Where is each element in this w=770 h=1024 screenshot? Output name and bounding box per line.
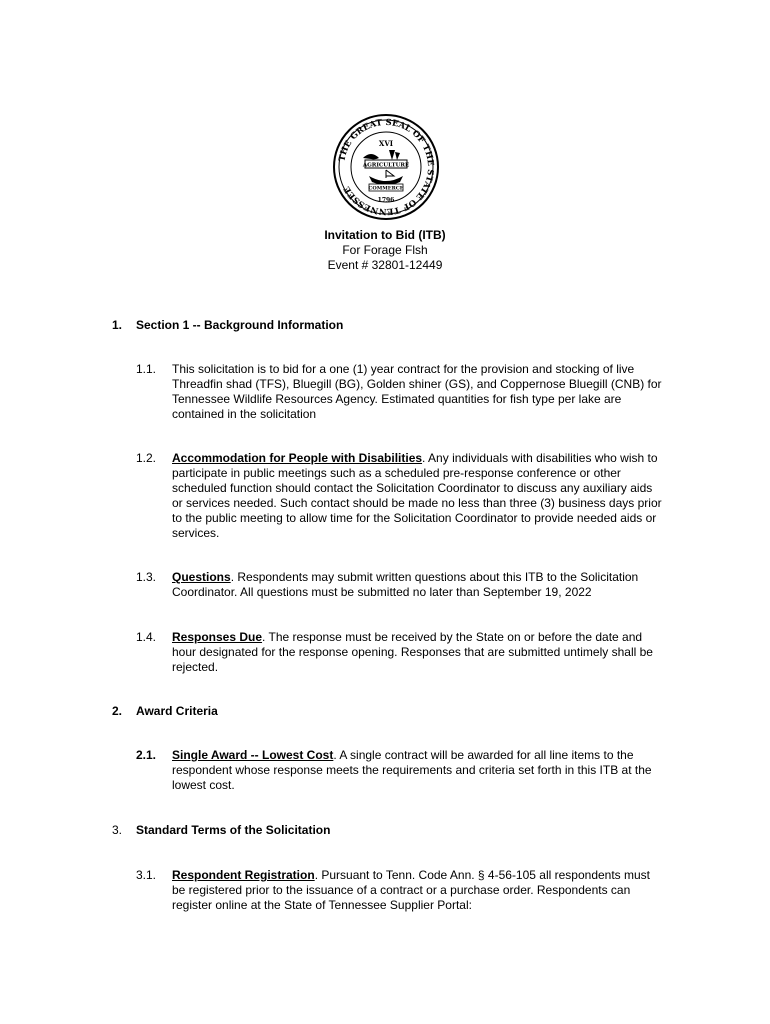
section-heading-2 xyxy=(112,704,218,719)
section-number: 1. xyxy=(112,318,123,332)
clause-text: . Respondents may submit written questions about this ITB to the Solicitation Coordinator. All questions must be submitted no later than September 19, 2022 xyxy=(172,570,639,599)
section-title: Section 1 -- Background Information xyxy=(136,318,344,332)
clause-number: 1.2. xyxy=(136,451,157,465)
svg-text:AGRICULTURE: AGRICULTURE xyxy=(362,162,410,169)
clause-1-3 xyxy=(136,570,666,600)
clause-number: 1.3. xyxy=(136,570,157,584)
clause-heading: Single Award -- Lowest Cost xyxy=(172,748,334,762)
document-title: Invitation to Bid (ITB) xyxy=(324,228,446,242)
clause-1-4 xyxy=(136,630,666,675)
clause-text: This solicitation is to bid for a one (1) year contract for the provision and stocking of live Threadfin shad (TFS), Bluegill (BG), Golden shiner (GS), and Coppernose Bluegill (CNB) for Tennessee Wildlife Resources Agency. Estimated quantities for fish type per lake are contained in the solicitation xyxy=(172,362,662,421)
clause-1-1 xyxy=(136,362,666,422)
section-number: 2. xyxy=(112,704,123,718)
svg-text:THE GREAT SEAL OF THE STATE OF: THE GREAT SEAL OF THE STATE OF TENNESSEE xyxy=(337,117,436,217)
clause-1-2 xyxy=(136,451,666,541)
svg-text:COMMERCE: COMMERCE xyxy=(368,185,404,192)
clause-heading: Accommodation for People with Disabilities xyxy=(172,451,423,465)
clause-heading: Responses Due xyxy=(172,630,263,644)
clause-number: 1.1. xyxy=(136,362,157,376)
section-number: 3. xyxy=(112,823,123,837)
clause-number: 2.1. xyxy=(136,748,157,762)
event-number: Event # 32801-12449 xyxy=(327,258,443,272)
clause-heading: Questions xyxy=(172,570,231,584)
section-title: Award Criteria xyxy=(136,704,218,718)
clause-text: . Any individuals with disabilities who wish to participate in public meetings such as a scheduled pre-response conference or other scheduled function should contact the Solicitation Coordinator to discuss any auxiliary aids or services needed. Such contact should be made no less than three (3) business days prior to the public meeting to allow time for the Solicitation Coordinator to provide needed aids or services. xyxy=(172,451,662,540)
clause-text: . The response must be received by the State on or before the date and hour designated for the response opening. Responses that are submitted untimely shall be rejected. xyxy=(172,630,653,674)
section-heading-1 xyxy=(112,318,343,333)
clause-heading: Respondent Registration xyxy=(172,868,315,882)
clause-2-1 xyxy=(136,748,666,793)
section-title: Standard Terms of the Solicitation xyxy=(136,823,331,837)
clause-number: 3.1. xyxy=(136,868,157,882)
state-seal-logo xyxy=(333,114,439,220)
clause-text: . Pursuant to Tenn. Code Ann. § 4-56-105 all respondents must be registered prior to the issuance of a contract or a purchase order. Respondents can register online at the State of Tennessee Supplier Portal: xyxy=(172,868,651,912)
section-heading-3 xyxy=(112,823,330,838)
clause-text: . A single contract will be awarded for all line items to the respondent whose response meets the requirements and criteria set forth in this ITB at the lowest cost. xyxy=(172,748,652,792)
clause-3-1 xyxy=(136,868,666,913)
svg-text:1796: 1796 xyxy=(377,197,395,204)
svg-text:XVI: XVI xyxy=(378,139,394,148)
document-subtitle: For Forage Flsh xyxy=(342,243,428,257)
clause-number: 1.4. xyxy=(136,630,157,644)
